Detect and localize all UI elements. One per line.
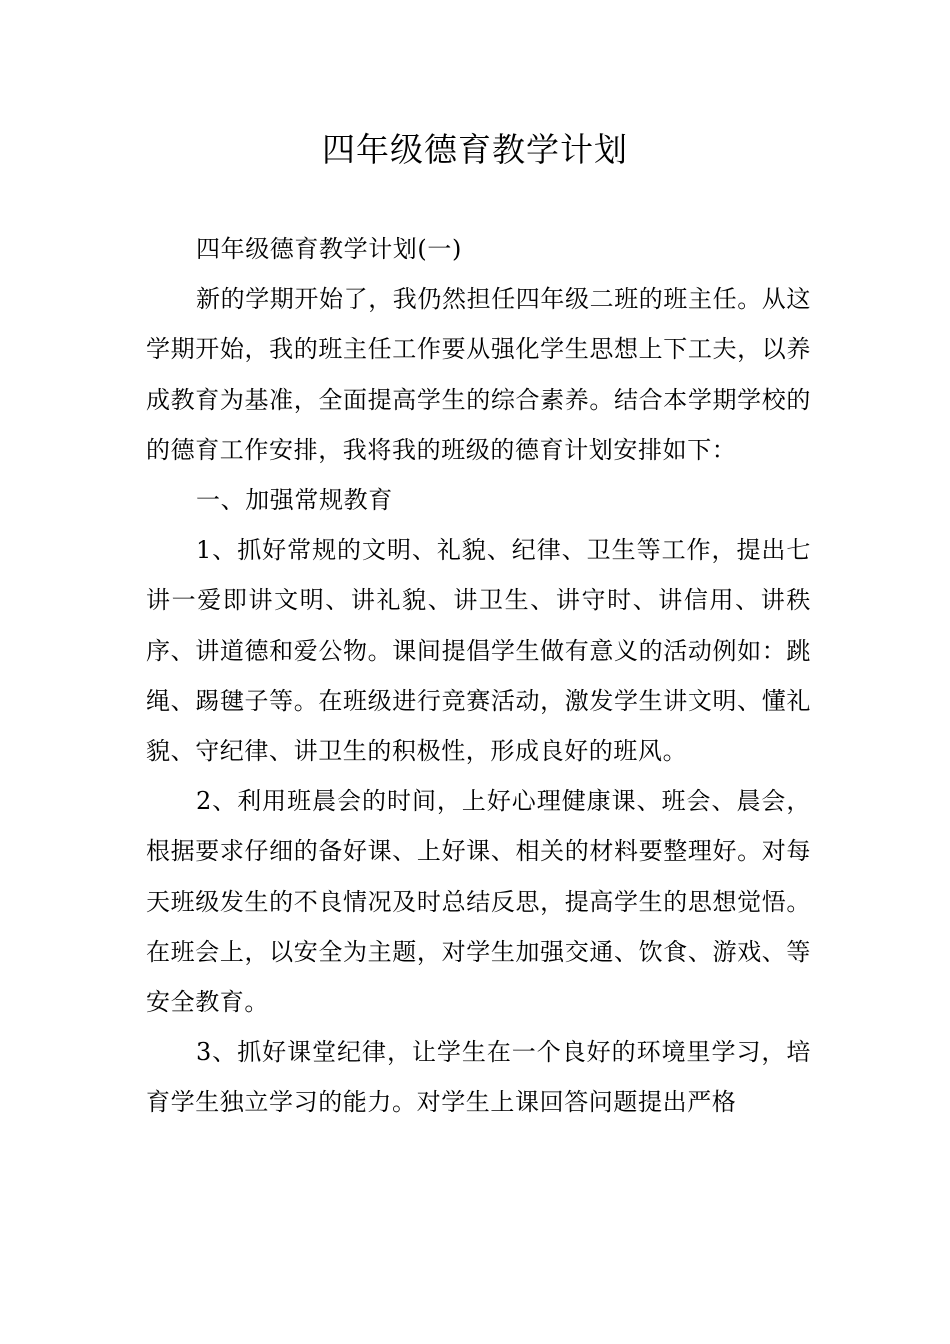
document-body [146,224,811,1128]
item-paragraph-2: 2、利用班晨会的时间，上好心理健康课、班会、晨会，根据要求仔细的备好课、上好课、相关的材料要整理好。对每天班级发生的不良情况及时总结反思，提高学生的思想觉悟。在班会上，以安全为主题，对学生加强交通、饮食、游戏、等安全教育。 [146,787,811,1017]
item-paragraph-1: 1、抓好常规的文明、礼貌、纪律、卫生等工作，提出七讲一爱即讲文明、讲礼貌、讲卫生、讲守时、讲信用、讲秩序、讲道德和爱公物。课间提倡学生做有意义的活动例如：跳绳、踢毽子等。在班级进行竞赛活动，激发学生讲文明、懂礼貌、守纪律、讲卫生的积极性，形成良好的班风。 [146,536,811,766]
document-title: 四年级德育教学计划 [322,130,628,169]
subtitle-paragraph: 四年级德育教学计划(一) [196,235,462,263]
intro-paragraph: 新的学期开始了，我仍然担任四年级二班的班主任。从这学期开始，我的班主任工作要从强化学生思想上下工夫，以养成教育为基准，全面提高学生的综合素养。结合本学期学校的的德育工作安排，我将我的班级的德育计划安排如下： [146,285,811,464]
item-paragraph-3: 3、抓好课堂纪律，让学生在一个良好的环境里学习，培育学生独立学习的能力。对学生上课回答问题提出严格 [146,1038,811,1117]
section-heading: 一、加强常规教育 [196,486,393,515]
